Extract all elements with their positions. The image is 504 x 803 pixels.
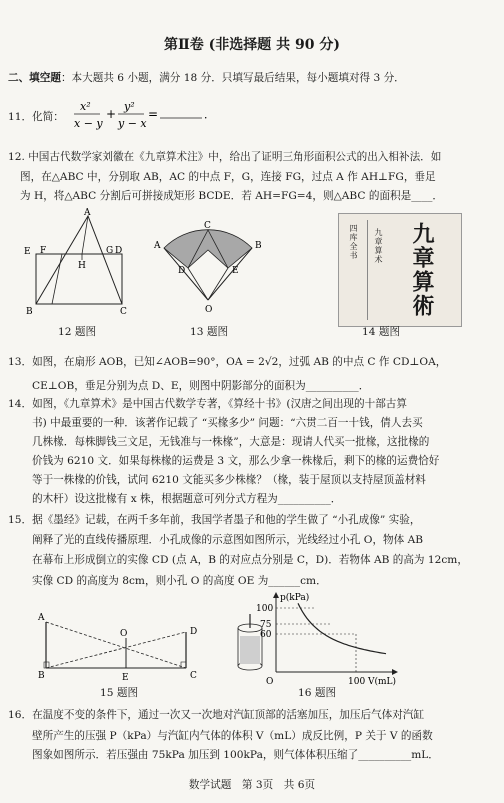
q15-line-4: 实像 CD 的高度为 8cm，则小孔 O 的高度 OE 为______cm． [32, 575, 327, 587]
q16-line-3: 图象如图所示．若压强由 75kPa 加压到 100kPa，则气体体积压缩了__________mL． [32, 749, 439, 761]
q16-line-1: 16．在温度不变的条件下，通过一次又一次地对汽缸顶部的活塞加压，加压后气体对汽缸 [8, 709, 425, 721]
svg-text:．: ． [204, 108, 215, 121]
fig12-label-B: B [26, 307, 33, 317]
q11-number: 11．化简： [8, 111, 64, 123]
svg-text:+: + [106, 107, 117, 121]
q12-line-1: 12. 中国古代数学家刘徽在《九章算术注》中，给出了证明三角形面积公式的出入相补法．如 [8, 151, 442, 163]
figure-13 [148, 218, 268, 318]
fig13-label-C: C [204, 221, 211, 231]
figure-15 [36, 598, 206, 688]
q14-line-5: 等于一株椽的价钱，试问 6210 文能买多少株椽？（椽，装于屋顶以支持屋顶盖材料 [32, 474, 426, 486]
q13-line-2: CE⊥OB，垂足分别为点 D、E，则图中阴影部分的面积为__________． [32, 380, 370, 392]
q12-line-3: 为 H，将△ABC 分割后可拼接成矩形 BCDE．若 AH=FG=4，则△ABC 的面积是____． [20, 190, 444, 202]
fig15-label-C: C [190, 671, 197, 681]
svg-text:y − x: y − x [118, 117, 147, 130]
fig13-label-O: O [205, 305, 213, 315]
q14-line-2: 书) 中最重要的一种．该著作记载了 “买椽多少” 问题：“六贯二百一十钱，倩人去买 [32, 417, 423, 429]
fig15-label-D: D [190, 627, 198, 637]
fig12-label-D: D [115, 246, 123, 256]
fig15-label-E: E [122, 673, 129, 683]
fig14-title-text: 九章算術 [409, 222, 435, 318]
svg-text:x²: x² [80, 100, 91, 113]
fig16-y-tick-60: 60 [260, 630, 272, 640]
q15-line-2: 阐释了光的直线传播原理．小孔成像的示意图如图所示，光线经过小孔 O，物体 AB [32, 534, 424, 546]
q14-line-3: 几株椽．每株脚钱三文足，无钱准与一株椽”，大意是：现请人代买一批椽，这批椽的 [32, 436, 430, 448]
fig12-label-F: F [40, 246, 47, 256]
q15-line-1: 15．据《墨经》记载，在两千多年前，我国学者墨子和他的学生做了 “小孔成像” 实验， [8, 514, 421, 526]
svg-text:y²: y² [124, 100, 135, 113]
caption-14: 14 题图 [362, 326, 401, 338]
q14-line-6: 的木杆）设这批椽有 x 株，根据题意可列分式方程为__________． [32, 493, 342, 505]
fig14-small-col-1: 四库全书 [349, 224, 358, 260]
figure-12 [22, 208, 132, 318]
fig14-small-col-2: 九章算术 [374, 228, 383, 264]
caption-12: 12 题图 [58, 326, 97, 338]
q14-line-4: 价钱为 6210 文．如果每株椽的运费是 3 文，那么少拿一株椽后，剩下的椽的运费恰好 [32, 455, 440, 467]
fig15-label-B: B [38, 671, 45, 681]
fig12-label-G: G [106, 246, 114, 256]
svg-text:x − y: x − y [74, 117, 103, 130]
caption-13: 13 题图 [190, 326, 229, 338]
fig12-label-C: C [120, 307, 127, 317]
fig16-x-axis-label: V(mL) [368, 677, 397, 687]
q16-line-2: 壁所产生的压强 P（kPa）与汽缸内气体的体积 V（mL）成反比例，P 关于 V 的函数 [32, 730, 433, 742]
fig13-label-E: E [232, 266, 239, 276]
fig12-label-H: H [78, 261, 86, 271]
q13-line-1: 13．如图，在扇形 AOB，已知∠AOB=90°，OA = 2√2，过弧 AB 的中点 C 作 CD⊥OA， [8, 356, 447, 368]
q14-line-1: 14．如图，《九章算术》是中国古代数学专著，《算经十书》(汉唐之间出现的十部古算 [8, 398, 407, 410]
fig16-y-tick-75: 75 [260, 620, 272, 630]
section2-heading: 二、填空题：本大题共 6 小题，满分 18 分．只填写最后结果，每小题填对得 3 分． [8, 72, 405, 84]
fig12-label-E: E [24, 247, 31, 257]
svg-text:=: = [148, 107, 159, 121]
q12-line-2: 图，在△ABC 中，分别取 AB，AC 的中点 F，G，连接 FG，过点 A 作 AH⊥FG，垂足 [20, 171, 436, 183]
figure-14-book-image [338, 213, 462, 327]
q11-expression [74, 96, 214, 136]
q15-line-3: 在幕布上形成倒立的实像 CD (点 A，B 的对应点分别是 C，D)．若物体 AB 的高为 12cm， [32, 554, 468, 566]
figure-16-chart [256, 592, 397, 687]
page-footer: 数学试题 第 3页 共 6页 [188, 779, 316, 791]
caption-15: 15 题图 [100, 687, 139, 699]
fig15-label-O: O [120, 629, 128, 639]
fig15-label-A: A [38, 613, 45, 623]
fig13-label-B: B [255, 241, 262, 251]
fig16-x-tick-100: 100 [348, 677, 366, 687]
fig16-y-axis-label: p(kPa) [280, 593, 310, 603]
fig16-y-tick-100: 100 [256, 604, 274, 614]
fig13-label-A: A [154, 241, 161, 251]
fig12-label-A: A [84, 208, 91, 218]
fig16-origin: O [266, 677, 274, 687]
caption-16: 16 题图 [298, 687, 337, 699]
fig13-label-D: D [178, 266, 186, 276]
section-title: 第Ⅱ卷 (非选择题 共 90 分) [163, 37, 341, 53]
